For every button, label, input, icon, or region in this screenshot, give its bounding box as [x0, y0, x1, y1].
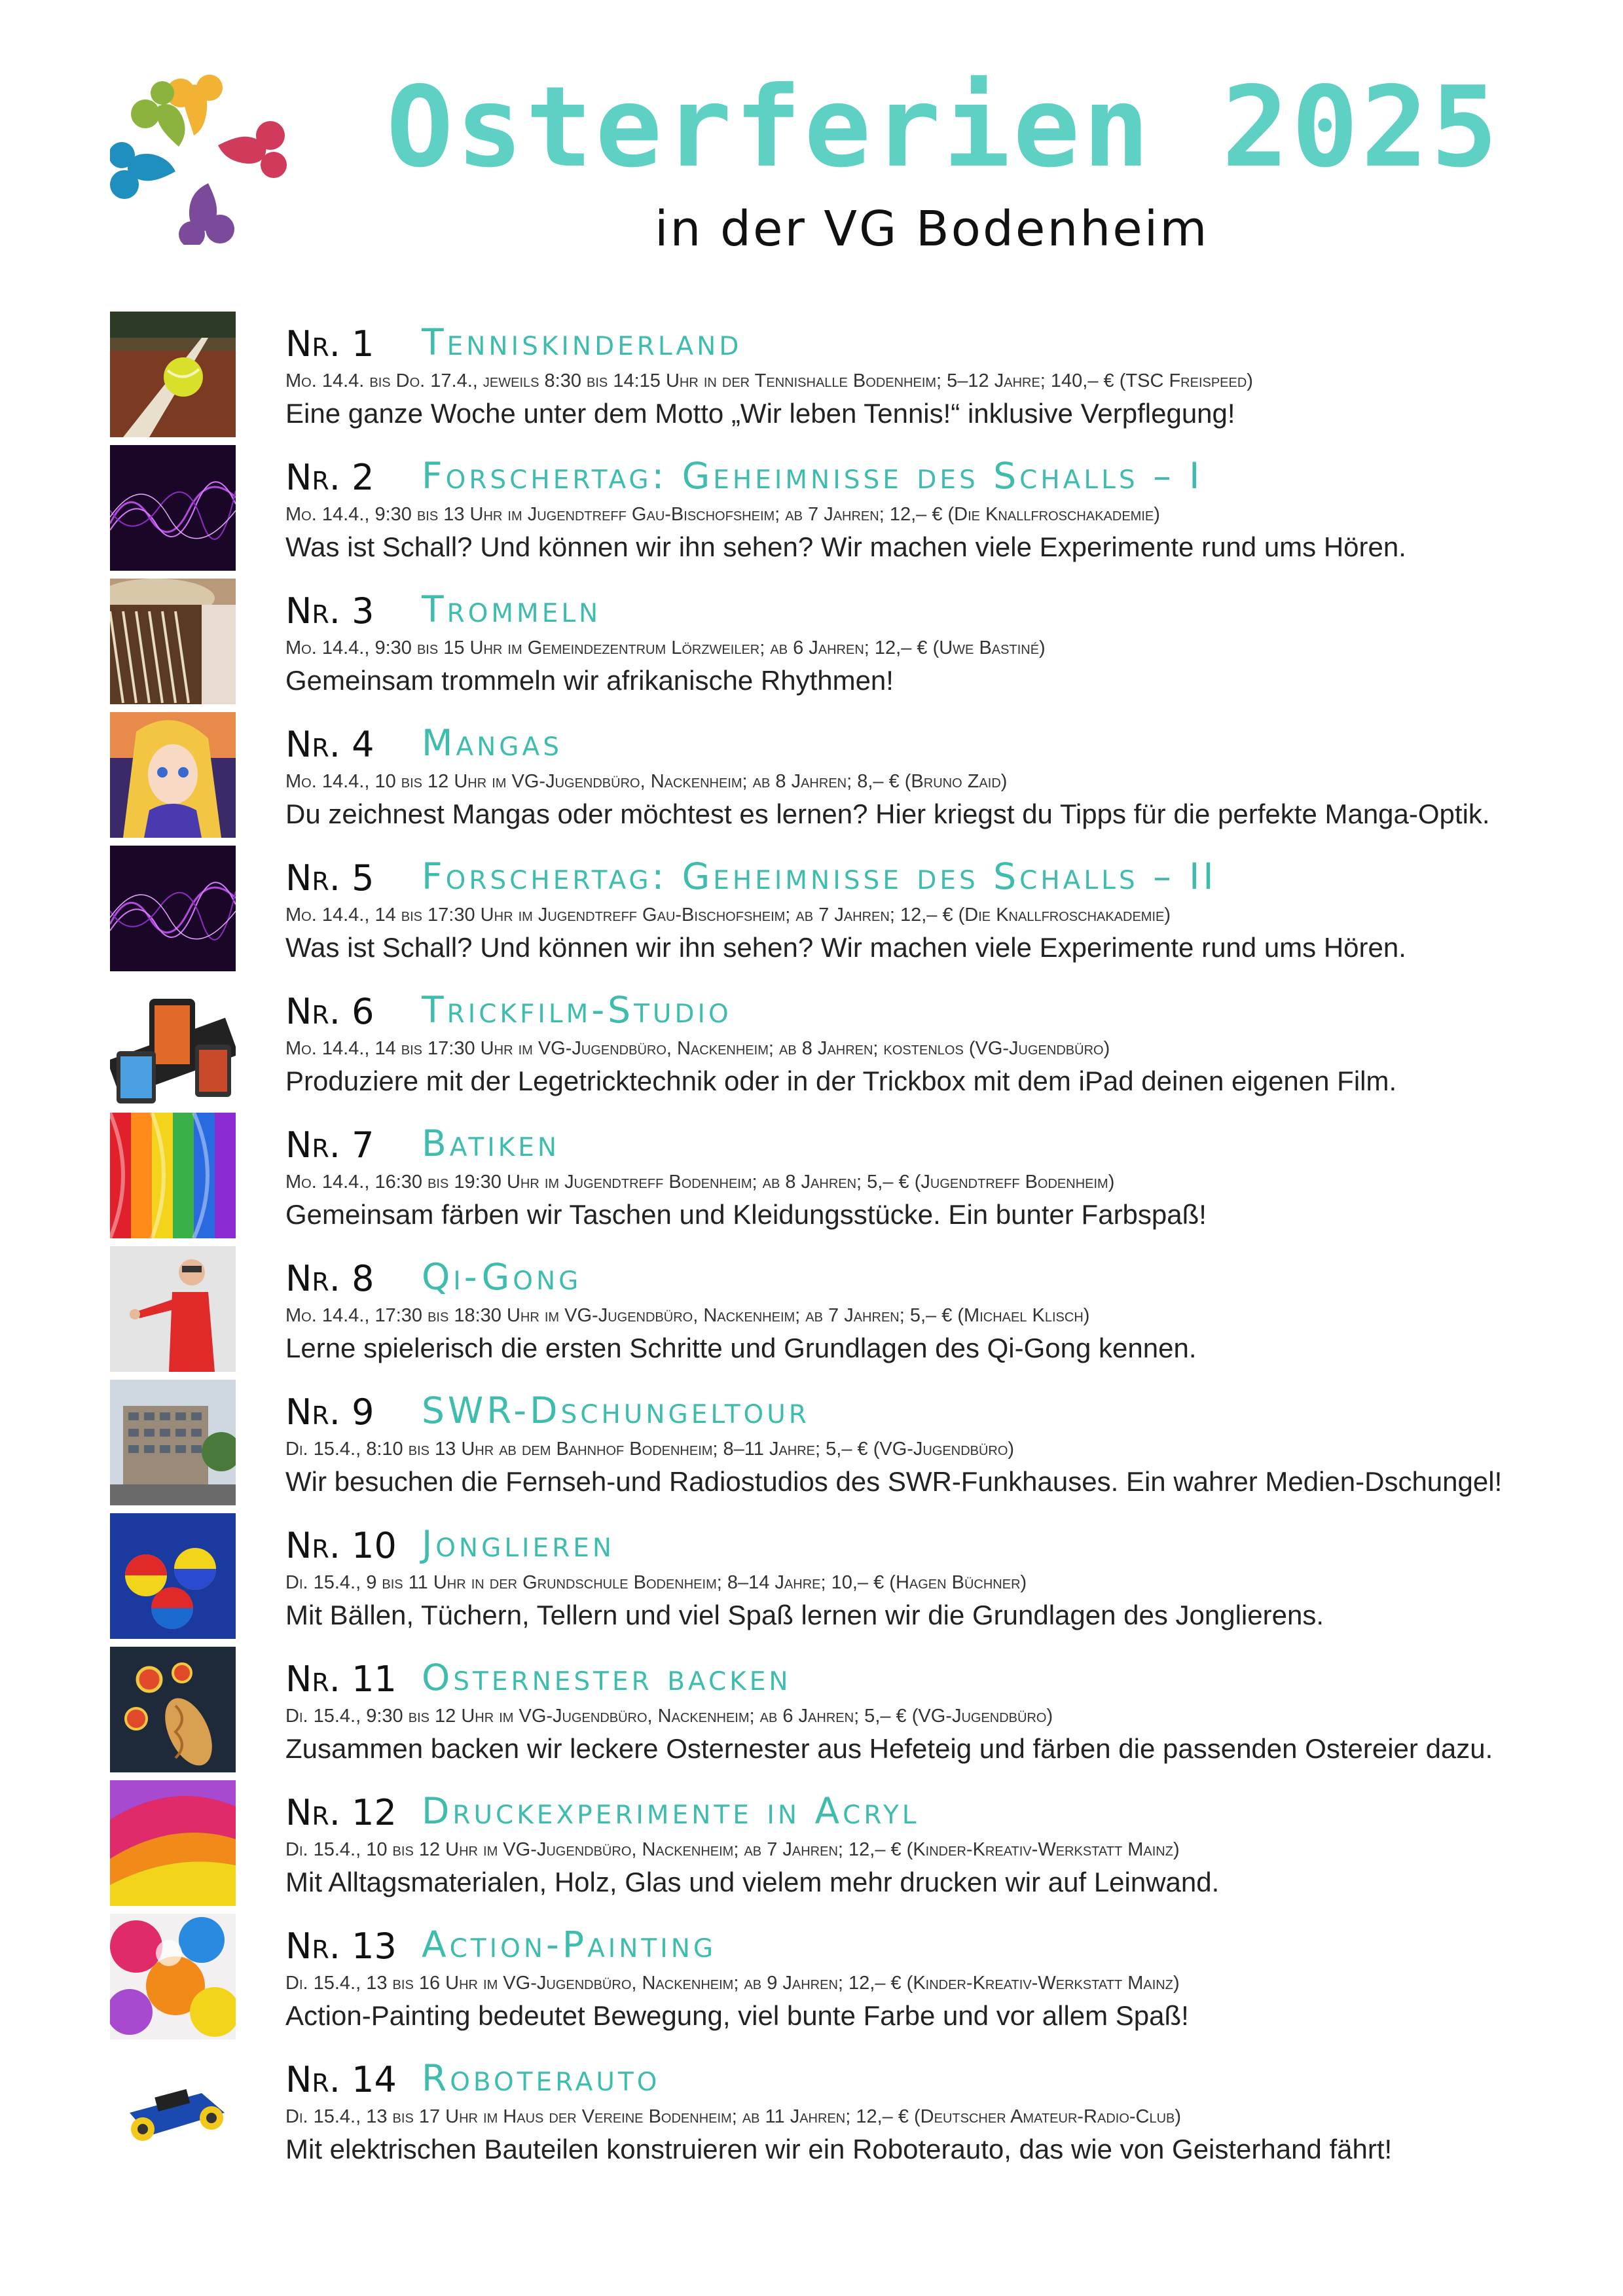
film-tablet-graphic: [110, 979, 236, 1105]
acrylic-paint-photo: [110, 1780, 236, 1906]
item-description: Lerne spielerisch die ersten Schritte und Grundlagen des Qi-Gong kennen.: [285, 1333, 1197, 1363]
item-meta: Mo. 14.4. bis Do. 17.4., jeweils 8:30 bis 14:15 Uhr in der Tennishalle Bodenheim; 5–12 Jahre; 140,– € (TSC Freispeed): [285, 370, 1253, 391]
action-painting-photo: [110, 1914, 236, 2039]
program-item: [110, 979, 1524, 1105]
item-description: Mit elektrischen Bauteilen konstruieren wir ein Roboterauto, das wie von Geisterhand fährt!: [285, 2134, 1393, 2164]
item-title: Druckexperimente in Acryl: [422, 1790, 920, 1832]
item-meta: Mo. 14.4., 10 bis 12 Uhr im VG-Jugendbüro, Nackenheim; ab 8 Jahren; 8,– € (Bruno Zaid): [285, 771, 1008, 792]
juggling-balls-photo: [110, 1513, 236, 1639]
item-number: Nr. 9: [285, 1391, 374, 1433]
program-item: [110, 1647, 1524, 1772]
page-title: Osterferien 2025: [386, 63, 1501, 192]
item-meta: Di. 15.4., 9 bis 11 Uhr in der Grundschule Bodenheim; 8–14 Jahre; 10,– € (Hagen Büchner): [285, 1572, 1027, 1593]
item-meta: Mo. 14.4., 16:30 bis 19:30 Uhr im Jugendtreff Bodenheim; ab 8 Jahren; 5,– € (Jugendtreff Bodenheim): [285, 1172, 1115, 1193]
program-item: [110, 712, 1524, 838]
program-item: [110, 445, 1524, 571]
item-meta: Mo. 14.4., 14 bis 17:30 Uhr im Jugendtreff Gau-Bischofsheim; ab 7 Jahren; 12,– € (Die Knallfroschakademie): [285, 905, 1171, 925]
item-meta: Mo. 14.4., 14 bis 17:30 Uhr im VG-Jugendbüro, Nackenheim; ab 8 Jahren; kostenlos (VG-Jugendbüro): [285, 1038, 1110, 1059]
item-title: Forschertag: Geheimnisse des Schalls – II: [422, 855, 1217, 897]
item-title: Roboterauto: [422, 2057, 661, 2099]
item-number: Nr. 14: [285, 2059, 397, 2100]
item-description: Zusammen backen wir leckere Osternester aus Hefeteig und färben die passenden Ostereier dazu.: [285, 1733, 1493, 1764]
item-meta: Mo. 14.4., 9:30 bis 15 Uhr im Gemeindezentrum Lörzweiler; ab 6 Jahren; 12,– € (Uwe Bastiné): [285, 637, 1046, 658]
program-item: [110, 1380, 1524, 1505]
easter-bread-photo: [110, 1647, 236, 1772]
item-number: Nr. 13: [285, 1926, 397, 1967]
program-item: [110, 312, 1524, 437]
item-description: Mit Bällen, Tüchern, Tellern und viel Spaß lernen wir die Grundlagen des Jonglierens.: [285, 1600, 1324, 1630]
item-number: Nr. 7: [285, 1124, 374, 1166]
item-number: Nr. 10: [285, 1525, 397, 1566]
item-title: SWR-Dschungeltour: [422, 1390, 810, 1431]
drum-photo: [110, 579, 236, 704]
program-item: [110, 846, 1524, 971]
item-number: Nr. 2: [285, 457, 374, 498]
item-number: Nr. 12: [285, 1792, 397, 1833]
item-description: Wir besuchen die Fernseh-und Radiostudios des SWR-Funkhauses. Ein wahrer Medien-Dschungel!: [285, 1466, 1503, 1497]
tennis-ball-photo: [110, 312, 236, 437]
program-list: [110, 312, 1524, 2181]
qigong-photo: [110, 1246, 236, 1372]
tie-dye-photo: [110, 1113, 236, 1238]
program-item: [110, 1780, 1524, 1906]
item-description: Produziere mit der Legetricktechnik oder in der Trickbox mit dem iPad deinen eigenen Film.: [285, 1066, 1397, 1096]
item-meta: Di. 15.4., 10 bis 12 Uhr im VG-Jugendbüro, Nackenheim; ab 7 Jahren; 12,– € (Kinder-Kreativ-Werkstatt Mainz): [285, 1839, 1180, 1860]
item-description: Gemeinsam färben wir Taschen und Kleidungsstücke. Ein bunter Farbspaß!: [285, 1199, 1207, 1230]
item-meta: Mo. 14.4., 17:30 bis 18:30 Uhr im VG-Jugendbüro, Nackenheim; ab 7 Jahren; 5,– € (Michael Klisch): [285, 1305, 1090, 1326]
item-meta: Mo. 14.4., 9:30 bis 13 Uhr im Jugendtreff Gau-Bischofsheim; ab 7 Jahren; 12,– € (Die Knallfroschakademie): [285, 504, 1160, 525]
program-item: [110, 1113, 1524, 1238]
manga-drawing: [110, 712, 236, 838]
item-number: Nr. 6: [285, 991, 374, 1032]
item-number: Nr. 3: [285, 590, 374, 632]
program-item: [110, 579, 1524, 704]
item-description: Eine ganze Woche unter dem Motto „Wir leben Tennis!“ inklusive Verpflegung!: [285, 398, 1235, 429]
item-meta: Di. 15.4., 8:10 bis 13 Uhr ab dem Bahnhof Bodenheim; 8–11 Jahre; 5,– € (VG-Jugendbüro): [285, 1439, 1015, 1460]
item-description: Was ist Schall? Und können wir ihn sehen? Wir machen viele Experimente rund ums Hören.: [285, 531, 1406, 562]
page-subtitle: in der VG Bodenheim: [655, 201, 1209, 257]
vg-logo: [110, 73, 287, 245]
item-title: Batiken: [422, 1122, 560, 1164]
item-title: Mangas: [422, 722, 562, 764]
item-title: Forschertag: Geheimnisse des Schalls – I: [422, 455, 1203, 497]
item-title: Jonglieren: [422, 1523, 615, 1565]
item-description: Du zeichnest Mangas oder möchtest es lernen? Hier kriegst du Tipps für die perfekte Manga-Optik.: [285, 798, 1490, 829]
program-item: [110, 1246, 1524, 1372]
item-title: Action-Painting: [422, 1924, 717, 1965]
program-item: [110, 1914, 1524, 2039]
item-number: Nr. 8: [285, 1258, 374, 1299]
item-title: Trickfilm-Studio: [422, 989, 732, 1031]
item-description: Mit Alltagsmaterialen, Holz, Glas und vielem mehr drucken wir auf Leinwand.: [285, 1867, 1220, 1897]
program-item: [110, 2047, 1524, 2173]
item-meta: Di. 15.4., 13 bis 17 Uhr im Haus der Vereine Bodenheim; ab 11 Jahren; 12,– € (Deutscher Amateur-Radio-Club): [285, 2106, 1182, 2127]
program-item: [110, 1513, 1524, 1639]
item-description: Action-Painting bedeutet Bewegung, viel bunte Farbe und vor allem Spaß!: [285, 2000, 1189, 2031]
sound-wave-photo: [110, 846, 236, 971]
item-title: Tenniskinderland: [422, 321, 742, 363]
swr-building-photo: [110, 1380, 236, 1505]
robot-car-photo: [110, 2047, 236, 2173]
sound-wave-photo: [110, 445, 236, 571]
item-number: Nr. 11: [285, 1659, 397, 1700]
item-number: Nr. 5: [285, 857, 374, 899]
item-description: Was ist Schall? Und können wir ihn sehen? Wir machen viele Experimente rund ums Hören.: [285, 932, 1406, 963]
item-meta: Di. 15.4., 13 bis 16 Uhr im VG-Jugendbüro, Nackenheim; ab 9 Jahren; 12,– € (Kinder-Kreativ-Werkstatt Mainz): [285, 1973, 1180, 1994]
item-number: Nr. 1: [285, 323, 374, 365]
item-title: Osternester backen: [422, 1657, 792, 1698]
item-title: Trommeln: [422, 588, 602, 630]
item-number: Nr. 4: [285, 724, 374, 765]
item-meta: Di. 15.4., 9:30 bis 12 Uhr im VG-Jugendbüro, Nackenheim; ab 6 Jahren; 5,– € (VG-Jugendbüro): [285, 1706, 1053, 1727]
item-title: Qi-Gong: [422, 1256, 582, 1298]
item-description: Gemeinsam trommeln wir afrikanische Rhythmen!: [285, 665, 894, 696]
